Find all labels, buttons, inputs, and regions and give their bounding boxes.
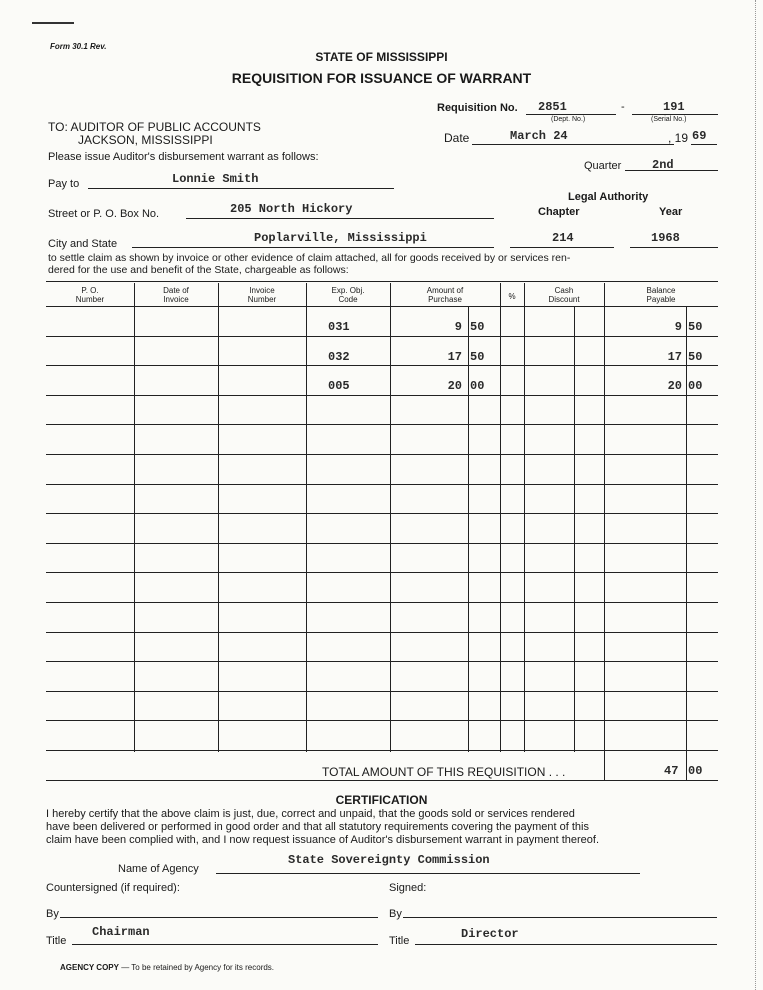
balance-cents-cell: 00 [688,379,703,393]
chapter-heading: Chapter [538,206,580,218]
balance-dollars-cell: 9 [674,320,682,334]
year-value: 69 [692,129,707,143]
balance-dollars-cell: 17 [667,350,682,364]
legal-year-line [630,247,718,248]
date-label: Date [444,131,470,145]
title-left-value: Chairman [92,925,150,939]
table-row-rule [46,484,718,485]
total-label: TOTAL AMOUNT OF THIS REQUISITION . . . [322,765,566,779]
legal-year-value: 1968 [651,231,680,245]
total-cents: 00 [688,764,703,778]
table-row-rule [46,454,718,455]
total-column-divider [604,752,605,780]
requisition-label: Requisition No. [437,102,518,114]
table-bottom-rule [46,780,718,781]
title-label-left: Title [46,935,67,947]
street-value: 205 North Hickory [230,202,353,216]
serial-no-value: 191 [663,100,685,114]
date-line [472,144,674,145]
year-heading: Year [659,206,683,218]
table-row-rule [46,395,718,396]
date-value: March 24 [510,129,568,143]
form-title: REQUISITION FOR ISSUANCE OF WARRANT [231,70,532,86]
table-column-divider [524,283,525,752]
total-dollars: 47 [664,764,679,778]
agency-copy-note: AGENCY COPY — To be retained by Agency for its records. [60,963,275,972]
table-column-divider [218,283,219,752]
col-header-invoice: Invoice Number [247,286,277,304]
signed-label: Signed: [389,882,427,894]
table-row-rule [46,602,718,603]
balance-dollars-cell: 20 [667,379,682,393]
serial-no-caption: (Serial No.) [651,116,687,123]
city-line [132,247,494,248]
table-column-divider [574,306,575,752]
city-value: Poplarville, Mississippi [254,231,427,245]
agency-label: Name of Agency [118,863,199,875]
dept-no-caption: (Dept. No.) [551,116,586,123]
state-heading: STATE OF MISSISSIPPI [315,50,448,64]
by-line-left [60,917,378,918]
col-header-percent: % [508,292,516,301]
title-line-left [72,944,378,945]
requisition-no-value: 2851 [538,100,567,114]
table-row-rule [46,513,718,514]
certification-line1: I hereby certify that the above claim is just, due, correct and unpaid, that the goods sold or services rendered [46,808,575,820]
table-row-rule [46,720,718,721]
col-header-po: P. O. Number [75,286,105,304]
agency-value: State Sovereignty Commission [288,853,490,867]
table-column-divider [604,283,605,752]
title-line-right [415,944,717,945]
table-column-divider [468,306,469,752]
legal-authority-heading: Legal Authority [568,191,649,203]
table-row-rule [46,424,718,425]
col-header-cash-discount: Cash Discount [548,286,580,304]
pay-to-label: Pay to [48,178,80,190]
table-column-divider [306,283,307,752]
table-row-rule [46,661,718,662]
street-label: Street or P. O. Box No. [48,208,160,220]
table-row-rule [46,365,718,366]
table-row-rule [46,632,718,633]
table-row-rule [46,543,718,544]
exp-code-cell: 032 [328,350,350,364]
chapter-value: 214 [552,231,574,245]
table-top-rule [46,281,718,282]
table-row-rule [46,691,718,692]
quarter-label: Quarter [584,160,622,172]
chapter-line [510,247,614,248]
col-header-amount: Amount of Purchase [426,286,464,304]
by-label-right: By [389,908,402,920]
please-issue-text: Please issue Auditor's disbursement warrant as follows: [48,151,319,163]
col-header-exp-code: Exp. Obj. Code [331,286,365,304]
table-column-divider [134,283,135,752]
countersigned-label: Countersigned (if required): [46,882,180,894]
exp-code-cell: 005 [328,379,350,393]
settle-text-line2: dered for the use and benefit of the State, chargeable as follows: [48,264,349,276]
balance-cents-cell: 50 [688,320,703,334]
city-label: City and State [48,238,118,250]
balance-cents-cell: 50 [688,350,703,364]
certification-heading: CERTIFICATION [335,793,428,807]
certification-line2: have been delivered or performed in good order and that all statutory requirements covering the payment of this [46,821,589,833]
agency-line [216,873,640,874]
corner-mark [32,22,74,24]
serial-no-line [632,114,718,115]
year-line [691,144,717,145]
amount-dollars-cell: 20 [447,379,462,393]
form-number: Form 30.1 Rev. [50,42,107,51]
table-row-rule [46,336,718,337]
amount-cents-cell: 50 [470,350,485,364]
table-row-rule [46,750,718,751]
table-column-divider [390,283,391,752]
col-header-balance: Balance Payable [646,286,676,304]
addressee-line1: TO: AUDITOR OF PUBLIC ACCOUNTS [48,120,261,134]
pay-to-line [88,188,394,189]
page-edge-perforation [755,0,761,990]
by-label-left: By [46,908,59,920]
quarter-value: 2nd [652,158,674,172]
table-row-rule [46,572,718,573]
total-column-divider [686,752,687,780]
certification-line3: claim have been complied with, and I now request issuance of Auditor's disbursement warrant in payment thereof. [46,834,600,846]
amount-dollars-cell: 17 [447,350,462,364]
table-column-divider [500,283,501,752]
by-line-right [403,917,717,918]
addressee-line2: JACKSON, MISSISSIPPI [78,133,213,147]
street-line [186,218,494,219]
table-header-rule [46,306,718,307]
pay-to-value: Lonnie Smith [172,172,259,186]
title-label-right: Title [389,935,410,947]
col-header-date: Date of Invoice [163,286,189,304]
table-column-divider [686,306,687,752]
settle-text-line1: to settle claim as shown by invoice or other evidence of claim attached, all for goods received by or services ren- [48,252,571,264]
requisition-no-line [526,114,616,115]
amount-cents-cell: 00 [470,379,485,393]
amount-dollars-cell: 9 [454,320,462,334]
year-prefix: , 19 [668,131,689,145]
title-right-value: Director [461,927,519,941]
amount-cents-cell: 50 [470,320,485,334]
exp-code-cell: 031 [328,320,350,334]
